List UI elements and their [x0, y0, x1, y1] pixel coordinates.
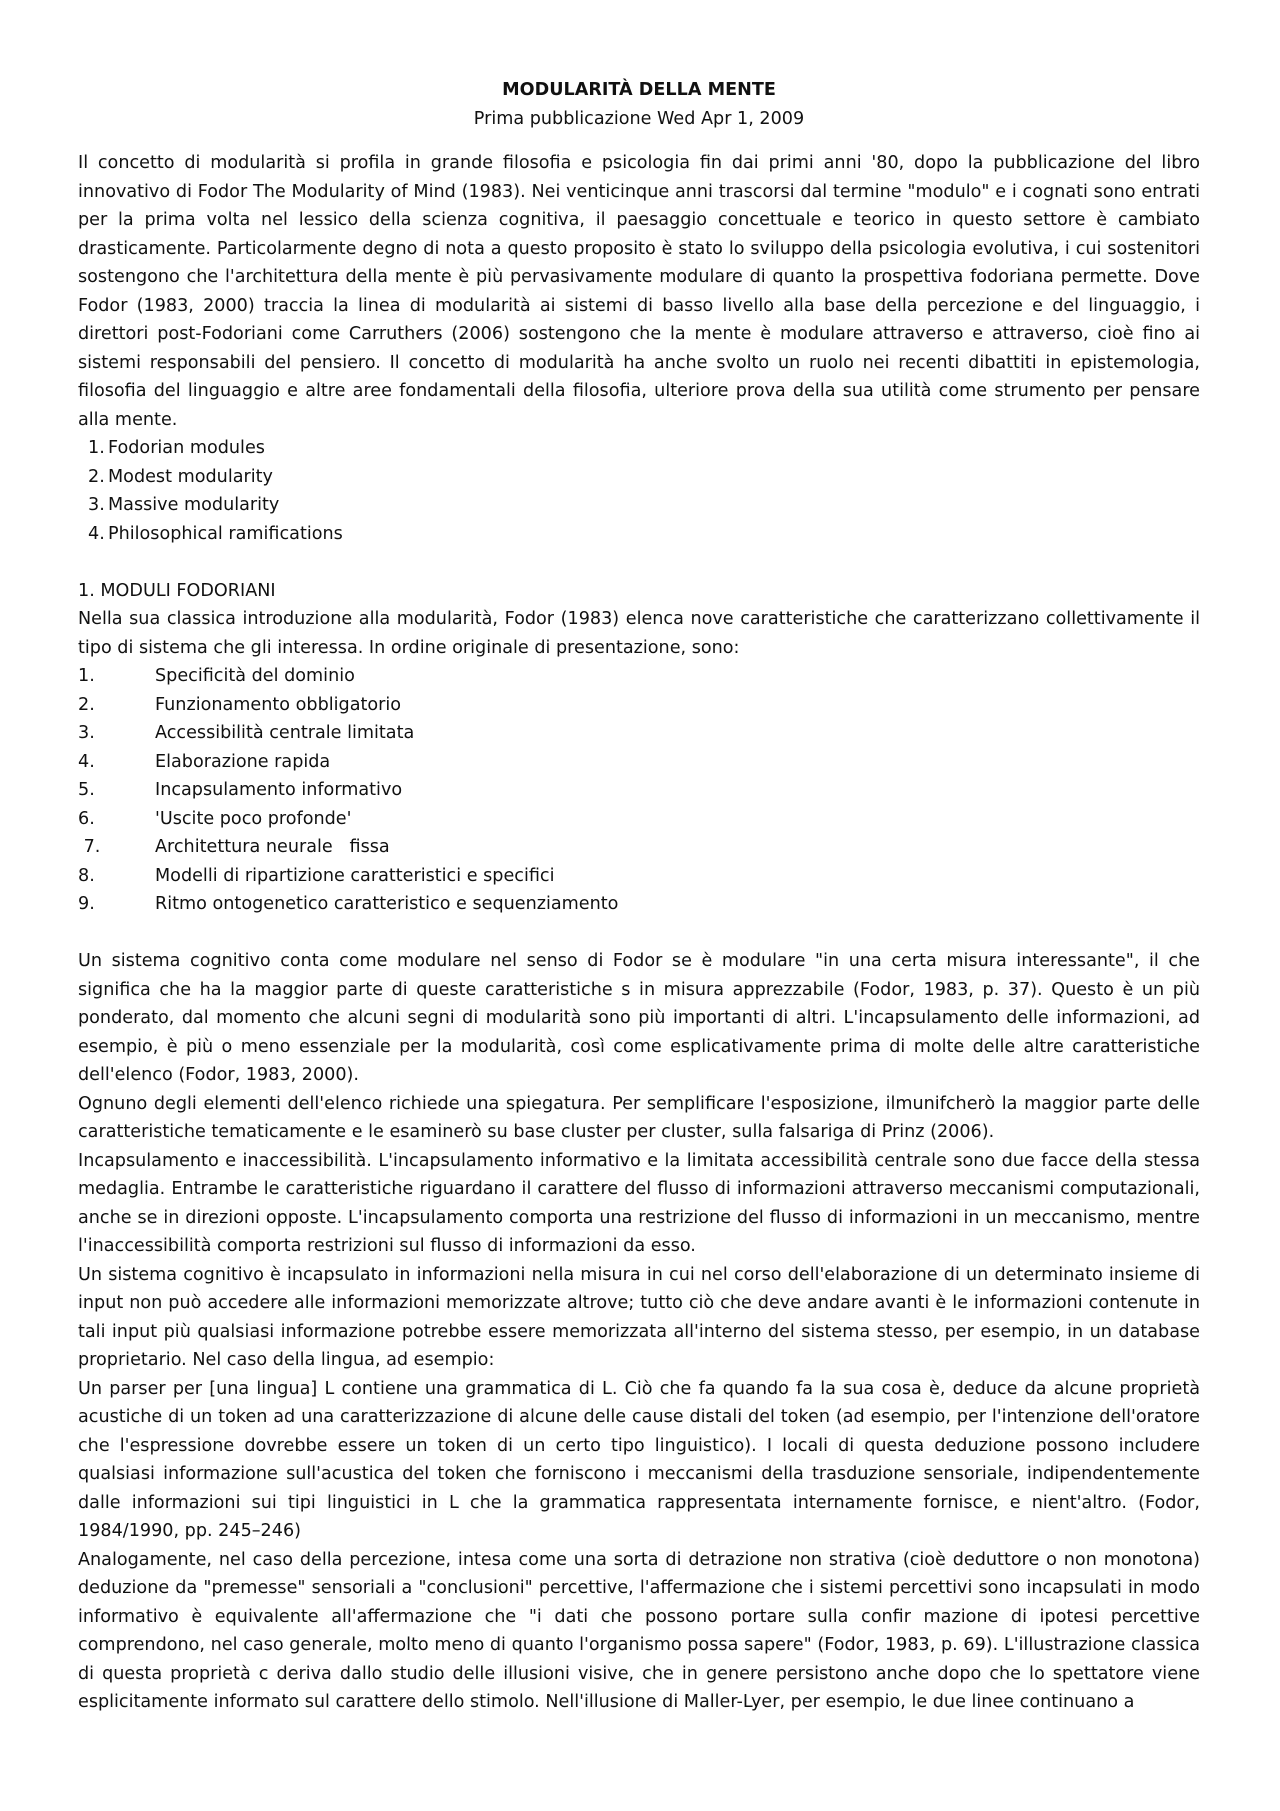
table-of-contents — [78, 434, 1200, 548]
body-paragraph: Un sistema cognitivo è incapsulato in informazioni nella misura in cui nel corso dell'elaborazione di un determinato insieme di input non può accedere alle informazioni memorizzate altrove; tutto ciò che deve andare avanti è le informazioni contenute in tali input più qualsiasi informazione potrebbe essere memorizzata all'interno del sistema stesso, per esempio, in un database proprietario. Nel caso della lingua, ad esempio: — [78, 1264, 1200, 1370]
feature-label: Specificità del dominio — [155, 666, 355, 686]
section-intro: Nella sua classica introduzione alla modularità, Fodor (1983) elenca nove caratteristiche che caratterizzano collettivamente il tipo di sistema che gli interessa. In ordine originale di presentazione, sono: — [78, 609, 1200, 658]
quotation-paragraph: Un parser per [una lingua] L contiene una grammatica di L. Ciò che fa quando fa la sua cosa è, deduce da alcune proprietà acustiche di un token ad una caratterizzazione di alcune delle cause distali del token (ad esempio, per l'intenzione dell'oratore che l'espressione dovrebbe essere un token di un certo tipo linguistico). I locali di questa deduzione possono includere qualsiasi informazione sull'acustica del token che forniscono i meccanismi della trasduzione sensoriale, indipendentemente dalle informazioni sui tipi linguistici in L che la grammatica rappresentata internamente fornisce, e nient'altro. (Fodor, 1984/1990, pp. 245–246) — [78, 1378, 1200, 1541]
body-paragraph: Incapsulamento e inaccessibilità. L'incapsulamento informativo e la limitata accessibilità centrale sono due facce della stessa medaglia. Entrambe le caratteristiche riguardano il carattere del flusso di informazioni attraverso meccanismi computazionali, anche se in direzioni opposte. L'incapsulamento comporta una restrizione del flusso di informazioni in un meccanismo, mentre l'inaccessibilità comporta restrizioni sul flusso di informazioni da esso. — [78, 1150, 1200, 1256]
feature-item — [78, 833, 1200, 862]
toc-label: Philosophical ramifications — [108, 523, 343, 544]
toc-label: Massive modularity — [108, 495, 280, 515]
feature-item — [78, 776, 1200, 805]
feature-number: 3. — [78, 723, 95, 743]
feature-item — [78, 719, 1200, 748]
spacer — [78, 919, 1200, 948]
feature-item — [78, 890, 1200, 919]
intro-paragraph: Il concetto di modularità si profila in grande filosofia e psicologia fin dai primi anni '80, dopo la pubblicazione del libro innovativo di Fodor The Modularity of Mind (1983). Nei venticinque anni trascorsi dal termine "modulo" e i cognati sono entrati per la prima volta nel lessico della scienza cognitiva, il paesaggio concettuale e teorico in questo settore è cambiato drasticamente. Particolarmente degno di nota a questo proposito è stato lo sviluppo della psicologia evolutiva, i cui sostenitori sostengono che l'architettura della mente è più pervasivamente modulare di quanto la prospettiva fodoriana permette. Dove Fodor (1983, 2000) traccia la linea di modularità ai sistemi di basso livello alla base della percezione e del linguaggio, i direttori post-Fodoriani come Carruthers (2006) sostengono che la mente è modulare attraverso e attraverso, cioè fino ai sistemi responsabili del pensiero. Il concetto di modularità ha anche svolto un ruolo nei recenti dibattiti in epistemologia, filosofia del linguaggio e altre aree fondamentali della filosofia, ulteriore prova della sua utilità come strumento per pensare alla mente. — [78, 153, 1200, 430]
feature-list — [78, 662, 1200, 919]
toc-number: 1. — [88, 438, 105, 458]
body-paragraph: Analogamente, nel caso della percezione, intesa come una sorta di detrazione non strativa (cioè deduttore o non monotona) deduzione da "premesse" sensoriali a "conclusioni" percettive, l'affermazione che i sistemi percettivi sono incapsulati in modo informativo è equivalente all'affermazione che "i dati che possono portare sulla confir mazione di ipotesi percettive comprendono, nel caso generale, molto meno di quanto l'organismo possa sapere" (Fodor, 1983, p. 69). L'illustrazione classica di questa proprietà c deriva dallo studio delle illusioni visive, che in genere persistono anche dopo che lo spettatore viene esplicitamente informato sul carattere dello stimolo. Nell'illusione di Maller-Lyer, per esempio, le due linee continuano a — [78, 1549, 1200, 1712]
feature-item — [78, 748, 1200, 777]
feature-number: 8. — [78, 865, 95, 886]
body-paragraph: Un sistema cognitivo conta come modulare nel senso di Fodor se è modulare "in una certa misura interessante", il che significa che ha la maggior parte di queste caratteristiche s in misura apprezzabile (Fodor, 1983, p. 37). Questo è un più ponderato, dal momento che alcuni segni di modularità sono più importanti di altri. L'incapsulamento delle informazioni, ad esempio, è più o meno essenziale per la modularità, così come esplicativamente prima di molte delle altre caratteristiche dell'elenco (Fodor, 1983, 2000). — [78, 951, 1200, 1085]
toc-number: 3. — [88, 495, 105, 515]
toc-label: Fodorian modules — [108, 438, 265, 458]
feature-label: Funzionamento obbligatorio — [155, 694, 402, 715]
toc-item — [88, 434, 1200, 463]
feature-number: 4. — [78, 751, 95, 772]
body-paragraph: Ognuno degli elementi dell'elenco richiede una spiegatura. Per semplificare l'esposizione, ilmunifcherò la maggior parte delle caratteristiche tematicamente e le esaminerò su base cluster per cluster, sulla falsariga di Prinz (2006). — [78, 1093, 1200, 1142]
feature-item — [78, 805, 1200, 834]
toc-number: 2. — [88, 466, 105, 487]
toc-label: Modest modularity — [108, 466, 273, 487]
feature-number: 9. — [78, 894, 95, 914]
toc-item — [88, 491, 1200, 520]
feature-label: Architettura neurale fissa — [155, 837, 390, 857]
feature-number: 2. — [78, 694, 95, 715]
feature-number: 7. — [78, 837, 101, 857]
feature-item — [78, 662, 1200, 691]
feature-number: 5. — [78, 780, 95, 800]
feature-label: Elaborazione rapida — [155, 751, 331, 772]
section-heading: 1. MODULI FODORIANI — [78, 580, 276, 601]
feature-label: Accessibilità centrale limitata — [155, 723, 415, 743]
toc-item — [88, 463, 1200, 492]
feature-label: Incapsulamento informativo — [155, 780, 403, 800]
feature-number: 1. — [78, 666, 95, 686]
feature-label: Modelli di ripartizione caratteristici e specifici — [155, 865, 555, 886]
document-title: MODULARITÀ DELLA MENTE — [502, 80, 776, 100]
feature-item — [78, 691, 1200, 720]
feature-label: 'Uscite poco profonde' — [155, 808, 352, 829]
feature-number: 6. — [78, 808, 95, 829]
feature-label: Ritmo ontogenetico caratteristico e sequenziamento — [155, 894, 619, 914]
feature-item — [78, 862, 1200, 891]
publication-date: Prima pubblicazione Wed Apr 1, 2009 — [473, 108, 805, 129]
toc-number: 4. — [88, 523, 105, 544]
toc-item — [88, 520, 1200, 549]
spacer — [78, 548, 1200, 577]
